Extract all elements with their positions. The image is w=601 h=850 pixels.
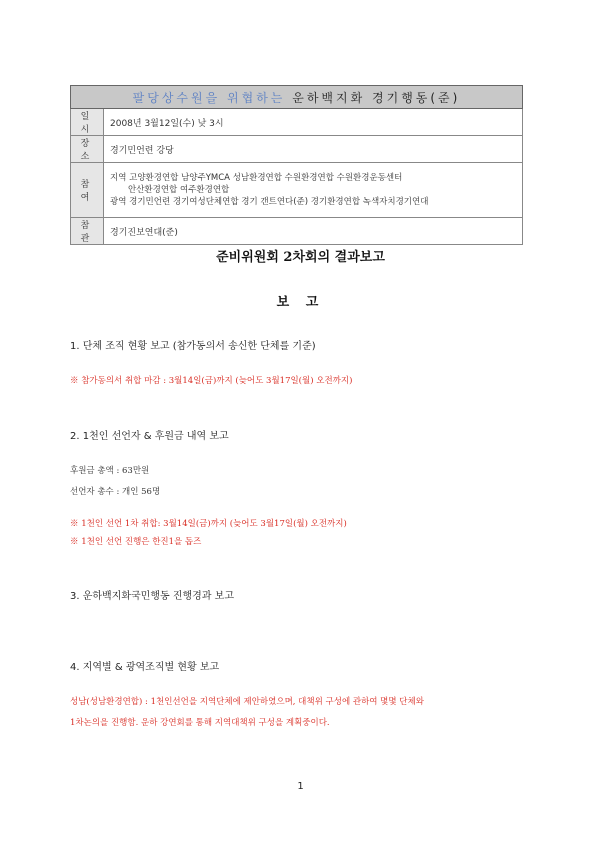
- section-4-note-1: 성남(성남환경연합) : 1천인선언을 지역단체에 제안하였으며, 대책위 구성에 관하여 몇몇 단체와: [70, 697, 424, 707]
- sub-heading: 보 고: [276, 295, 325, 310]
- place-value: 경기민언련 강당: [104, 136, 523, 163]
- participants-line-regional: 광역 경기민언련 경기여성단체연합 경기 갠트연다(준) 경기환경연합 녹색자치경기연대: [110, 197, 429, 207]
- header-title-black: 운하백지화 경기행동(준): [292, 90, 461, 105]
- section-2-title: 2. 1천인 선언자 & 후원금 내역 보고: [70, 431, 229, 442]
- place-row: [71, 136, 523, 163]
- participants-line-local: 지역 고양환경연합 남양주YMCA 성남환경연합 수원환경연합 수원환경운동센터: [110, 173, 403, 183]
- observer-row: [71, 218, 523, 245]
- header-title: [71, 86, 523, 109]
- section-4-note-2: 1차논의을 진행함. 운하 강연회를 통해 지역대책위 구성을 계획중이다.: [70, 718, 330, 728]
- main-heading: 준비위원회 2차회의 결과보고: [216, 250, 385, 265]
- date-row: [71, 109, 523, 136]
- place-label: 장 소: [71, 136, 104, 163]
- header-table: [70, 85, 523, 245]
- section-3-title: 3. 운하백지화국민행동 진행경과 보고: [70, 591, 234, 602]
- page-number: 1: [297, 781, 304, 792]
- section-1-title: 1. 단체 조직 현황 보고 (참가동의서 송신한 단체를 기준): [70, 341, 316, 352]
- section-2-note-2: ※ 1천인 선언 진행은 한진1을 돕즈: [70, 537, 202, 547]
- donation-total: 후원금 총액 : 63만원: [70, 466, 150, 476]
- participants-label: 참 여: [71, 163, 104, 218]
- date-value: 2008년 3월12일(수) 낮 3시: [104, 109, 523, 136]
- declarant-total: 선언자 총수 : 개인 56명: [70, 487, 161, 497]
- participants-line-local-2: 안산환경연합 여주환경연합: [128, 185, 230, 195]
- header-title-blue: 팔당상수원을 위협하는: [132, 90, 286, 105]
- observer-label: 참 관: [71, 218, 104, 245]
- observer-value: 경기진보연대(준): [104, 218, 523, 245]
- header-title-row: [71, 86, 523, 109]
- section-4-title: 4. 지역별 & 광역조직별 현황 보고: [70, 662, 220, 673]
- section-1-note: ※ 참가동의서 취합 마감 : 3월14일(금)까지 (늦어도 3월17일(월) 오전까지): [70, 376, 353, 386]
- section-2-note-1: ※ 1천인 선언 1차 취합: 3월14일(금)까지 (늦어도 3월17일(월) 오전까지): [70, 519, 347, 529]
- date-label: 일 시: [71, 109, 104, 136]
- participants-row: [71, 163, 523, 218]
- participants-value: [104, 163, 523, 218]
